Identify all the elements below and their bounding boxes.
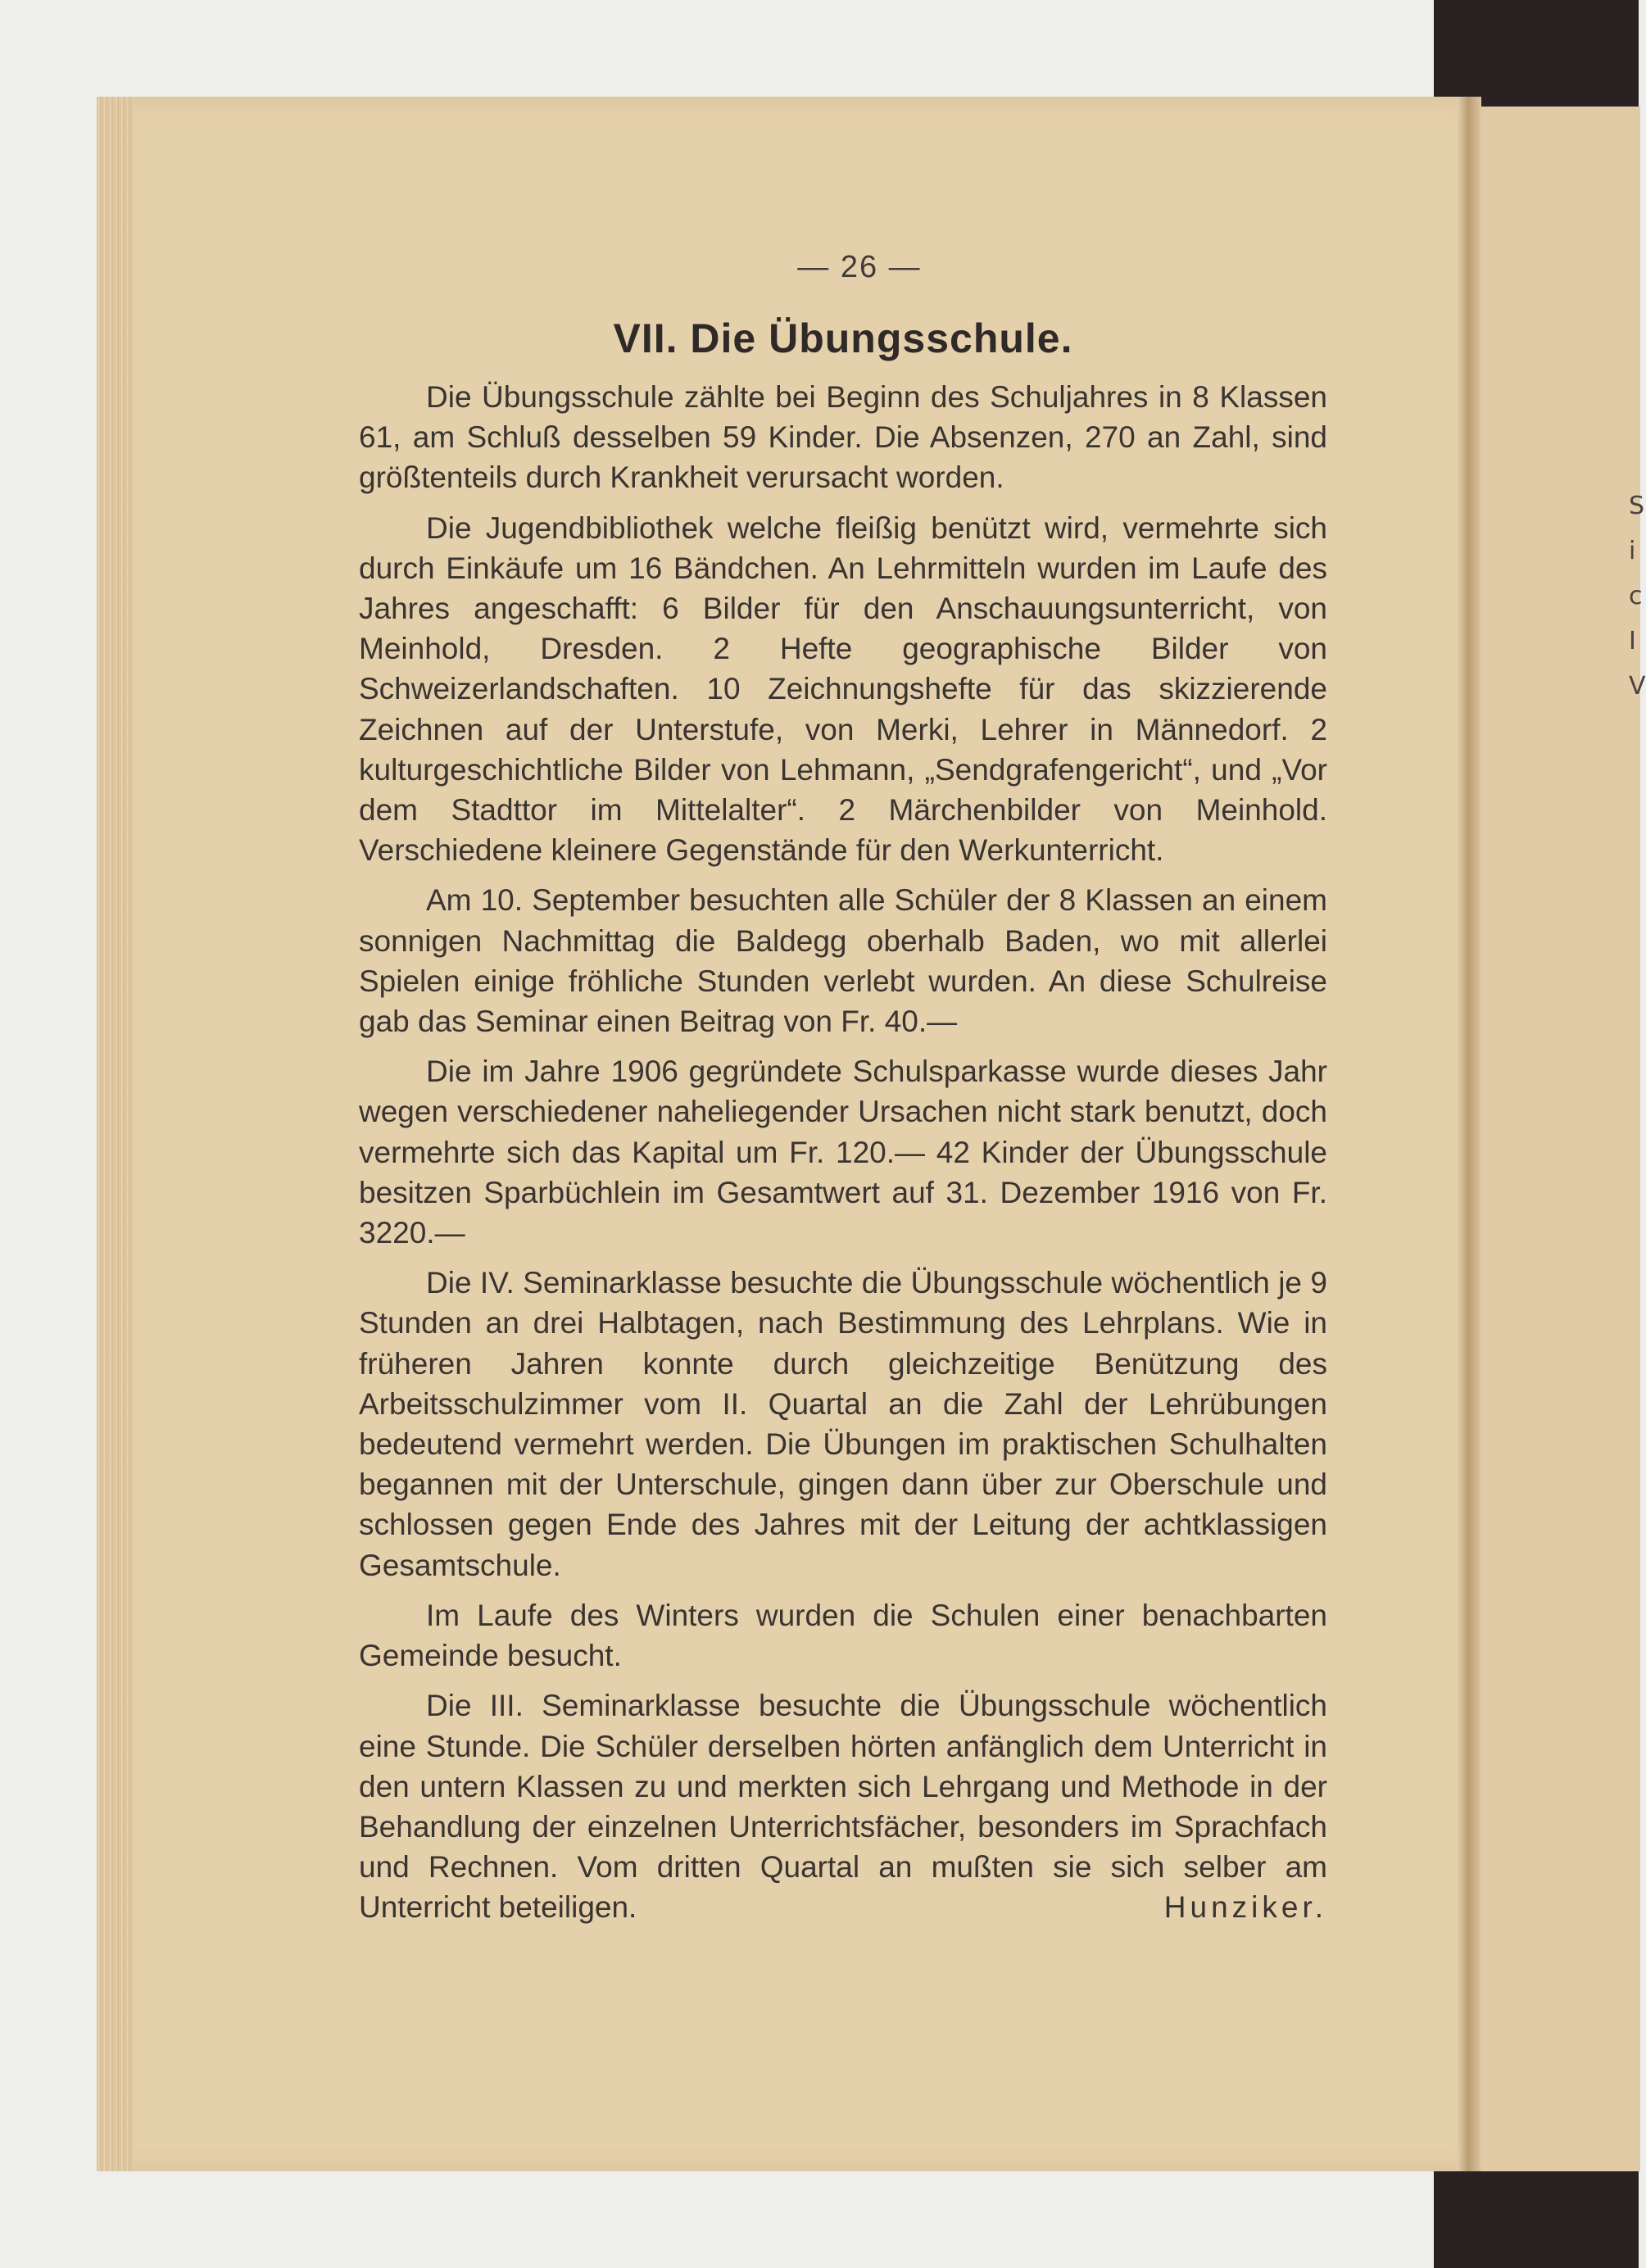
paragraph: Die im Jahre 1906 gegründete Schulsparkasse wurde dieses Jahr wegen verschiedener naheliegender Ursachen nicht stark benutzt, doch vermehrte sich das Kapital um Fr. 120.— 42 Kinder der Übungsschule besitzen Sparbüchlein im Gesamtwert auf 31. Dezember 1916 von Fr. 3220.— (359, 1055, 1327, 1250)
page-stack-edge (97, 97, 133, 2171)
page-number: — 26 — (797, 250, 922, 284)
page-content (359, 250, 1327, 1938)
paragraph: Die Jugendbibliothek welche fleißig benützt wird, vermehrte sich durch Einkäufe um 16 Bändchen. An Lehrmitteln wurden im Laufe des Jahres angeschafft: 6 Bilder für den Anschauungsunterricht, von Meinhold, Dresden. 2 Hefte geographische Bilder von Schweizerlandschaften. 10 Zeichnungshefte für das skizzierende Zeichnen auf der Unterstufe, von Merki, Lehrer in Männedorf. 2 kulturgeschichtliche Bilder von Lehmann, „Sendgrafengericht“, und „Vor dem Stadttor im Mittelalter“. 2 Märchenbilder von Meinhold. Verschiedene kleinere Gegenstände für den Werkunterricht. (359, 510, 1327, 868)
paragraph: Die IV. Seminarklasse besuchte die Übungsschule wöchentlich je 9 Stunden an drei Halbtagen, nach Bestimmung des Lehrplans. Wie in früheren Jahren konnte durch gleichzeitige Benützung des Arbeitsschulzimmer vom II. Quartal an die Zahl der Lehrübungen bedeutend vermehrt werden. Die Übungen im praktischen Schulhalten begannen mit der Unterschule, gingen dann über zur Oberschule und schlossen gegen Ende des Jahres mit der Leitung der achtklassigen Gesamtschule. (359, 1266, 1327, 1582)
paragraph-last (359, 1685, 1327, 1927)
paragraph: Am 10. September besuchten alle Schüler der 8 Klassen an einem sonnigen Nachmittag die Baldegg oberhalb Baden, wo mit allerlei Spielen einige fröhliche Stunden verlebt wurden. An diese Schulreise gab das Seminar einen Beitrag von Fr. 40.— (359, 883, 1327, 1039)
author-signature: Hunziker. (1163, 1890, 1327, 1925)
page-gutter (1457, 97, 1480, 2171)
paragraph: Die Übungsschule zählte bei Beginn des Schuljahres in 8 Klassen 61, am Schluß desselben 59 Kinder. Die Absenzen, 270 an Zahl, sind größtenteils durch Krankheit verursacht worden. (359, 380, 1327, 495)
next-page-letters: S i c I V (1629, 492, 1646, 701)
paragraph: Im Laufe des Winters wurden die Schulen einer benachbarten Gemeinde besucht. (359, 1598, 1327, 1673)
section-title: VII. Die Übungsschule. (613, 315, 1073, 361)
next-page-edge (1467, 107, 1646, 2171)
body-text (359, 377, 1327, 1928)
paragraph-text: Die III. Seminarklasse besuchte die Übungsschule wöchentlich eine Stunde. Die Schüler derselben hörten anfänglich dem Unterricht in den untern Klassen zu und merkten sich Lehrgang und Methode in der Behandlung der einzelnen Unterrichtsfächer, besonders im Sprachfach und Rechnen. Vom dritten Quartal an mußten sie sich selber am Unterricht beteiligen. (359, 1689, 1327, 1925)
